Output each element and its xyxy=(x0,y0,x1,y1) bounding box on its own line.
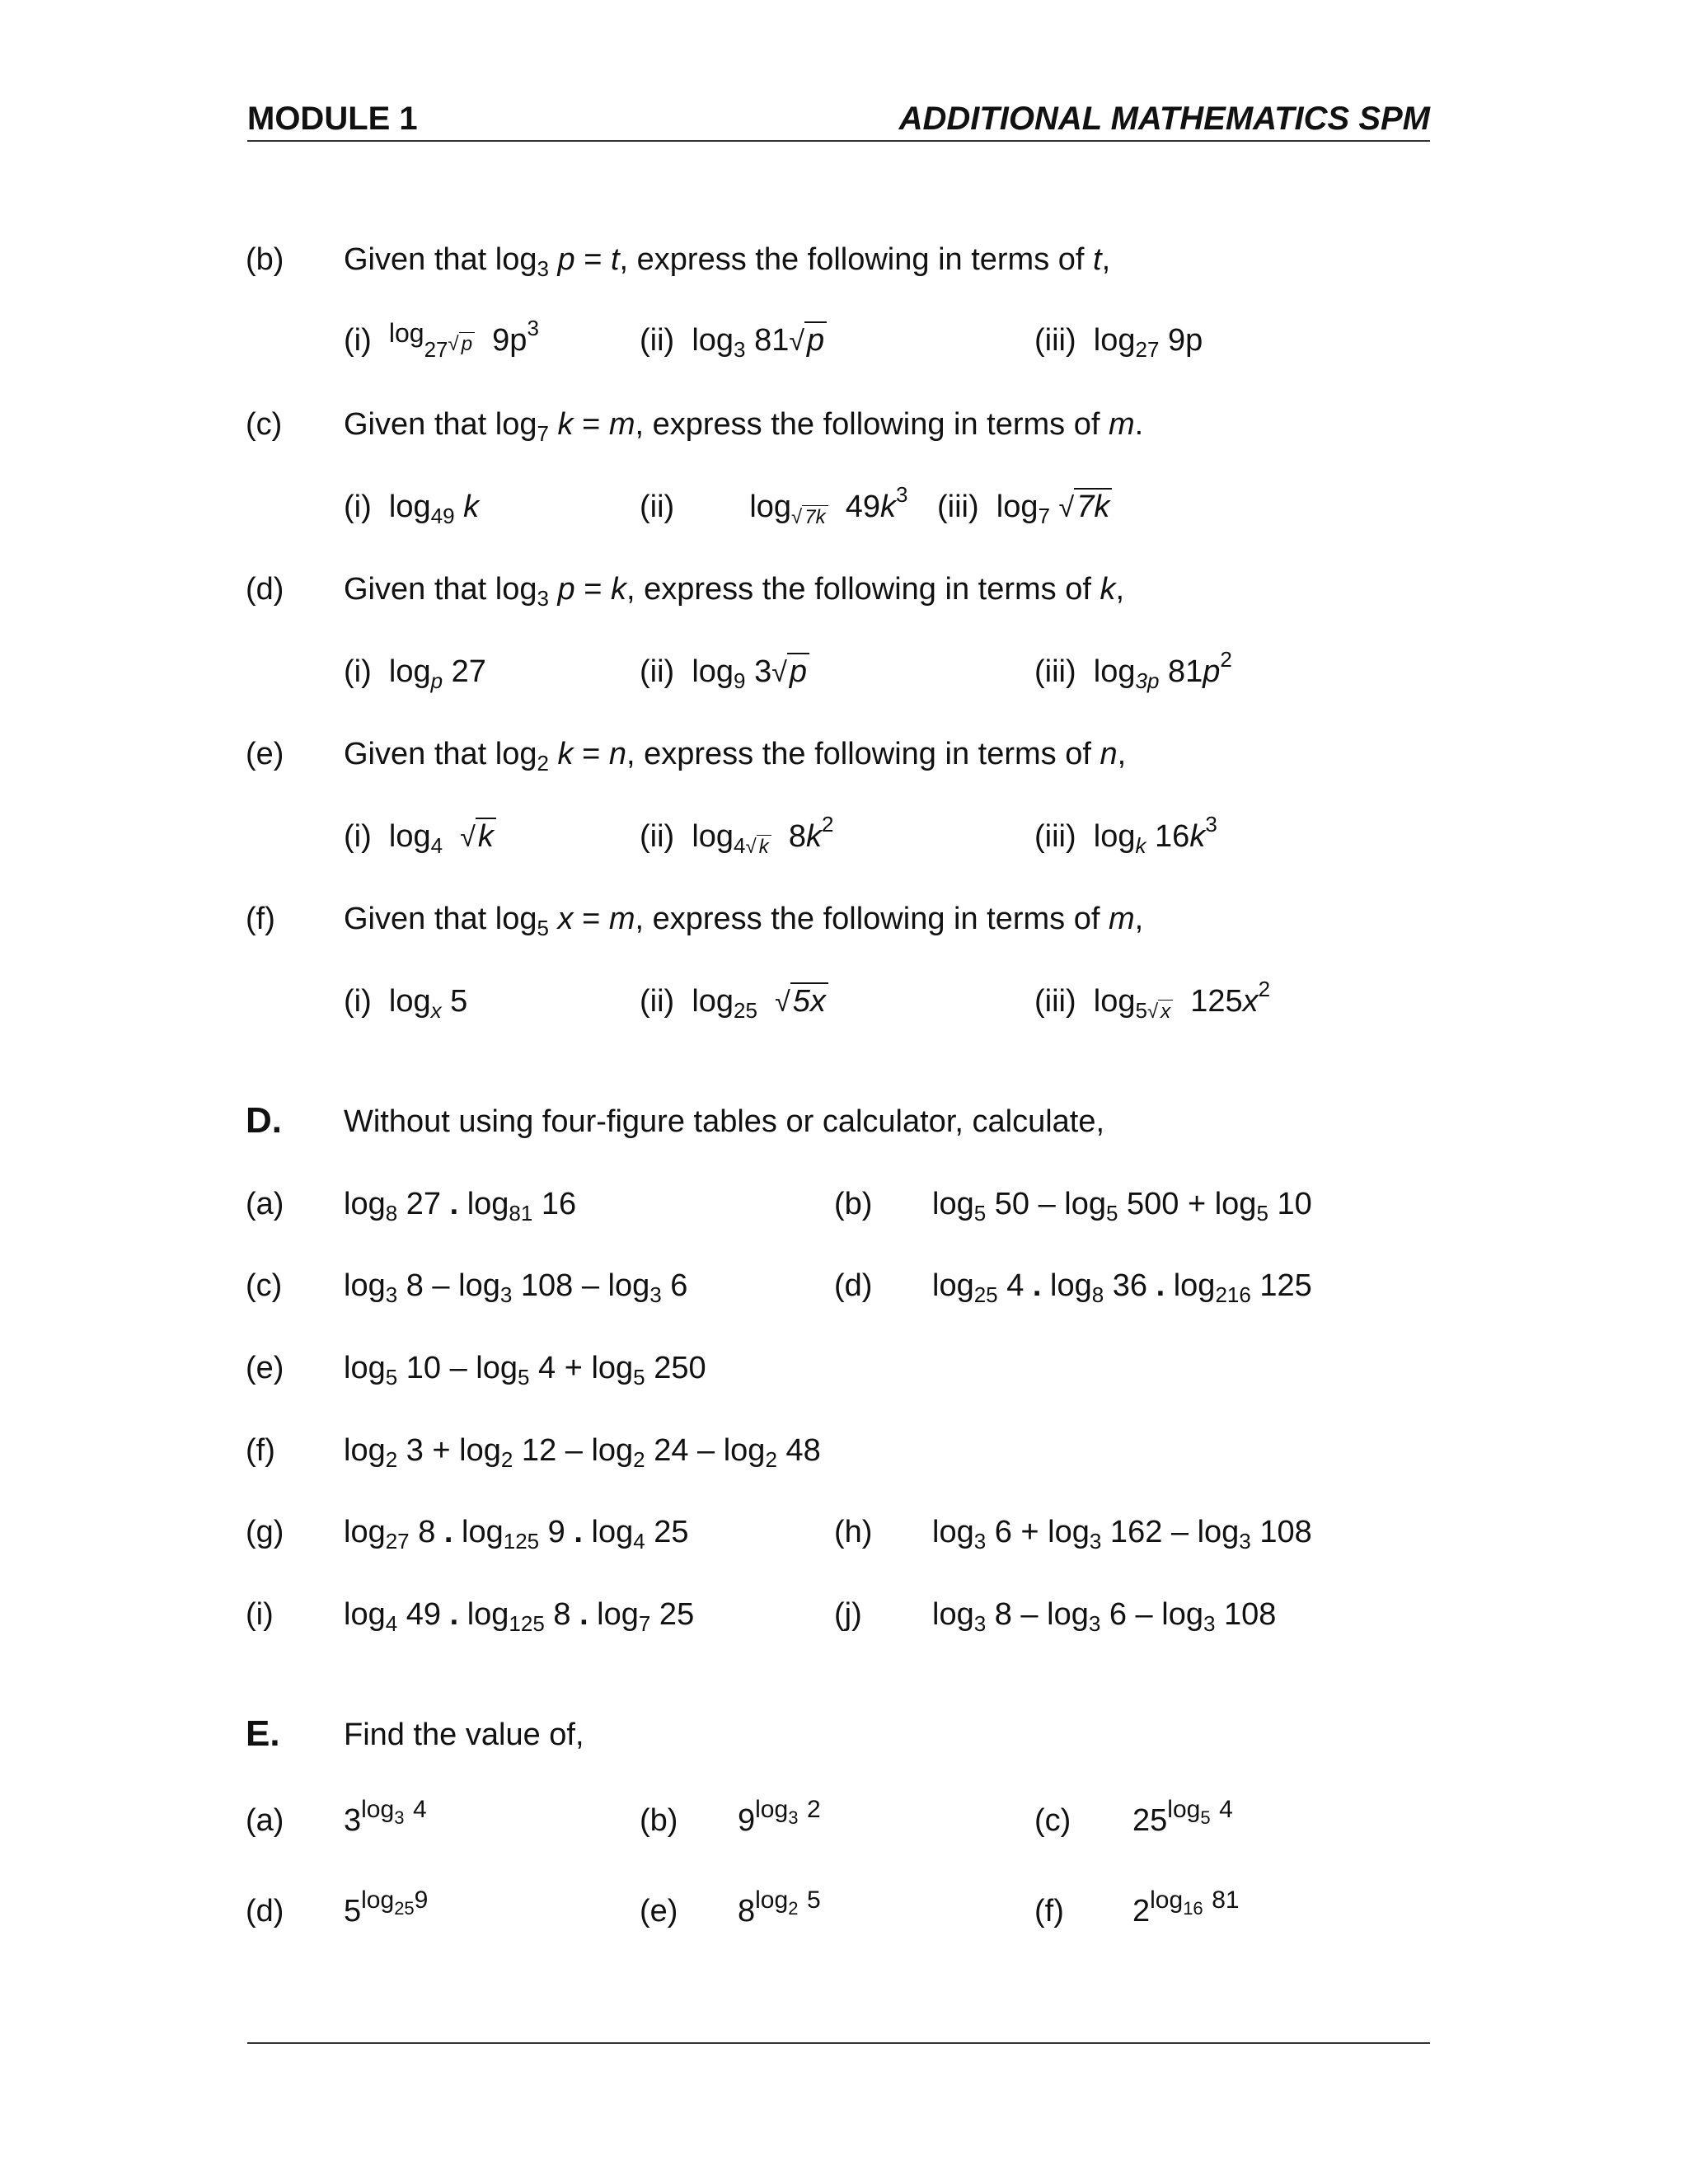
part-c-ii: (ii) $\log_{√ 7k} 49k^3$ xyxy=(640,482,908,528)
part-c-label: (c) xyxy=(246,407,283,442)
page-header xyxy=(247,97,1430,142)
e-c-label: (c) xyxy=(1034,1803,1071,1838)
d-a-expr: $\log_8 27$ . $\log_{81} 16$ xyxy=(344,1187,577,1226)
section-d-label: D. xyxy=(246,1100,282,1141)
part-b-i: (i) $^{log}_{27}$√ p $9p^3$ xyxy=(344,316,539,362)
e-d-label: (d) xyxy=(246,1894,284,1929)
part-e-label: (e) xyxy=(246,737,284,771)
sqrt-symbol: √p xyxy=(789,325,827,356)
sqrt-symbol: √5x xyxy=(775,986,828,1017)
part-f-iii: (iii) $\log_{5√ x} 125x^2$ xyxy=(1034,977,1271,1023)
d-a-label: (a) xyxy=(246,1187,284,1221)
footer-rule xyxy=(247,2042,1430,2044)
part-f-label: (f) xyxy=(246,902,275,936)
e-f-label: (f) xyxy=(1034,1894,1064,1929)
d-f-label: (f) xyxy=(246,1433,275,1468)
d-d-expr: $\log_{25} 4$ . $\log_8 36$ . $\log_{216} 125$ xyxy=(932,1268,1312,1307)
e-a-label: (a) xyxy=(246,1803,284,1838)
part-d-stem: Given that $\log_3 p = k$, express the following in terms of k, xyxy=(344,572,1125,611)
section-e-title: Find the value of, xyxy=(344,1718,584,1752)
part-d-ii: (ii) $\log_9 3√p$ xyxy=(640,656,809,687)
d-c-expr: $\log_3 8 - \log_3 108 - \log_3 6$ xyxy=(344,1268,688,1307)
e-b-expr: $9^{log3}$ $^2$ xyxy=(738,1796,821,1838)
d-e-expr: $\log_5 10 - \log_5 4 + \log_5 250$ xyxy=(344,1351,706,1390)
d-c-label: (c) xyxy=(246,1268,283,1303)
part-d-iii: (iii) $\log_{3p} 81p^2$ xyxy=(1034,647,1232,693)
d-h-label: (h) xyxy=(834,1515,873,1549)
d-j-label: (j) xyxy=(834,1597,862,1632)
d-g-label: (g) xyxy=(246,1515,284,1549)
section-d-title: Without using four-figure tables or calculator, calculate, xyxy=(344,1104,1105,1139)
part-b-ii: (ii) $\log_3 81√p$ xyxy=(640,325,827,356)
part-c-i: (i) $\log_{49} k$ xyxy=(344,490,480,528)
d-b-expr: $\log_5 50 - \log_5 500 + \log_5 10$ xyxy=(932,1187,1312,1226)
part-f-i: (i) $\log_x 5$ xyxy=(344,984,468,1023)
sqrt-symbol: √k xyxy=(460,821,496,852)
e-e-expr: $8^{log2}$ $^5$ xyxy=(738,1886,821,1929)
part-b-iii: (iii) $\log_{27} 9p$ xyxy=(1034,323,1203,362)
e-c-expr: $25^{log5}$ $^4$ xyxy=(1132,1796,1233,1838)
part-e-stem: Given that $\log_2 k = n$, express the following in terms of n, xyxy=(344,737,1127,776)
e-d-expr: $5^{log259}$ xyxy=(344,1886,429,1929)
sqrt-symbol: √ p xyxy=(448,325,476,356)
part-c-stem: Given that $\log_7 k = m$, express the following in terms of m. xyxy=(344,407,1144,446)
d-j-expr: $\log_3 8 - \log_3 6 - \log_3 108$ xyxy=(932,1597,1277,1636)
d-i-label: (i) xyxy=(246,1597,274,1632)
subject-title: ADDITIONAL MATHEMATICS SPM xyxy=(898,101,1430,137)
section-e-label: E. xyxy=(246,1713,280,1754)
e-f-expr: $2^{log16}$ $^{81}$ xyxy=(1132,1886,1240,1929)
sqrt-symbol: √p xyxy=(771,656,809,687)
part-b-label: (b) xyxy=(246,242,284,277)
d-e-label: (e) xyxy=(246,1351,284,1385)
d-h-expr: $\log_3 6 + \log_3 162 - \log_3 108$ xyxy=(932,1515,1312,1554)
part-f-stem: Given that $\log_5 x = m$, express the following in terms of m, xyxy=(344,902,1144,940)
sqrt-symbol: √7k xyxy=(1059,491,1113,523)
part-f-ii: (ii) $\log_{25} √5x$ xyxy=(640,986,828,1017)
d-b-label: (b) xyxy=(834,1187,873,1221)
part-e-ii: (ii) $\log_{4√ k} 8k^2$ xyxy=(640,812,834,858)
module-title: MODULE 1 xyxy=(247,101,418,137)
part-b-stem: Given that $\log_3 p = t$, express the following in terms of t, xyxy=(344,242,1111,281)
d-d-label: (d) xyxy=(834,1268,873,1303)
d-i-expr: $\log_4 49$ . $\log_{125} 8$ . $\log_7 25$ xyxy=(344,1597,695,1636)
e-b-label: (b) xyxy=(640,1803,678,1838)
e-e-label: (e) xyxy=(640,1894,678,1929)
part-c-iii: (iii) $\log_7 √7k$ xyxy=(937,491,1112,523)
part-e-iii: (iii) $\log_k 16k^3$ xyxy=(1034,812,1217,858)
e-a-expr: $3^{log3}$ $^4$ xyxy=(344,1796,427,1838)
d-g-expr: $\log_{27} 8$ . $\log_{125} 9$ . $\log_4 25$ xyxy=(344,1515,689,1554)
part-d-i: (i) $\log_p 27$ xyxy=(344,654,486,693)
part-d-label: (d) xyxy=(246,572,284,607)
part-e-i: (i) $\log_4 √k$ xyxy=(344,821,496,852)
d-f-expr: $\log_2 3 + \log_2 12 - \log_2 24 - \log_2 48$ xyxy=(344,1433,821,1472)
